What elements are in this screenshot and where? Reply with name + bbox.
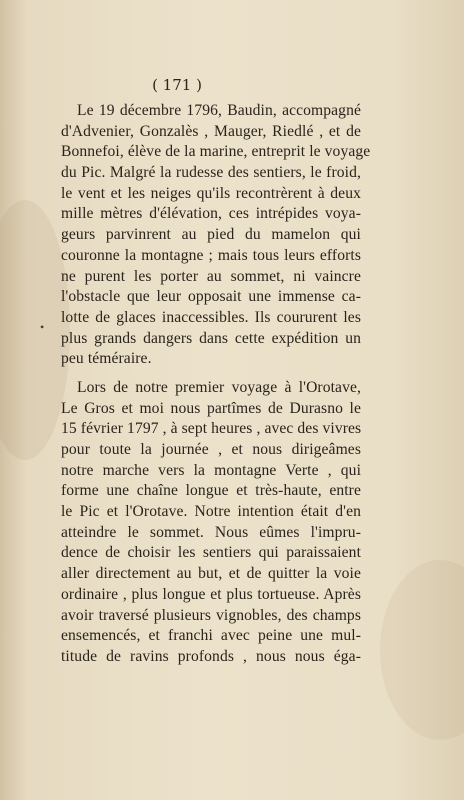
paragraph-2: [61, 378, 361, 668]
paper-stain: [380, 560, 464, 740]
text-line: le vent et les neiges qu'ils recontrèrent à deux: [61, 184, 361, 202]
text-line: Le 19 décembre 1796, Baudin, accompagné: [77, 102, 361, 119]
text-line: ordinaire , plus longue et plus tortueuse. Après: [61, 585, 361, 603]
text-line: Lors de notre premier voyage à l'Orotave,: [77, 378, 361, 396]
text-line: mille mètres d'élévation, ces intrépides voya-: [61, 205, 361, 223]
paragraph-gap: [61, 370, 361, 378]
text-line: Le Gros et moi nous partîmes de Durasno le: [61, 399, 361, 417]
text-line: ne purent les porter au sommet, ni vaincre: [61, 267, 361, 285]
text-line: du Pic. Malgré la rudesse des sentiers, le froid,: [61, 164, 361, 182]
text-line: avoir traversé plusieurs vignobles, des champs: [61, 606, 361, 624]
margin-mark: •: [40, 320, 45, 334]
text-line: l'obstacle que leur opposait une immense ca-: [61, 288, 361, 306]
text-line: 15 février 1797 , à sept heures , avec des vivres: [61, 420, 362, 438]
text-line: lotte de glaces inaccessibles. Ils coururent les: [61, 308, 361, 326]
text-line: plus grands dangers dans cette expédition un: [61, 329, 361, 347]
text-line: couronne la montagne ; mais tous leurs efforts: [61, 246, 361, 264]
text-line: pour toute la journée , et nous dirigeâmes: [61, 441, 361, 458]
text-line: peu téméraire.: [61, 350, 152, 368]
text-line: geurs parvinrent au pied du mamelon qui: [61, 226, 361, 244]
text-line: forme une chaîne longue et très-haute, entre: [61, 482, 361, 500]
text-line: ensemencés, et franchi avec peine une mul-: [61, 627, 361, 645]
text-line: atteindre le sommet. Nous eûmes l'impru-: [61, 523, 361, 541]
text-line: Bonnefoi, élève de la marine, entreprit le voyage: [61, 143, 371, 161]
paragraph-1: [61, 101, 371, 370]
text-line: d'Advenier, Gonzalès , Mauger, Riedlé , et de: [61, 122, 361, 140]
body-text: [61, 101, 371, 668]
text-line: le Pic et l'Orotave. Notre intention était d'en: [61, 503, 361, 521]
page-number: ( 171 ): [152, 76, 202, 94]
text-line: notre marche vers la montagne Verte , qui: [61, 461, 361, 479]
text-line: titude de ravins profonds , nous nous éga-: [61, 647, 361, 665]
paper-stain: [0, 200, 70, 460]
text-line: aller directement au but, et de quitter la voie: [61, 565, 361, 583]
text-line: dence de choisir les sentiers qui paraissaient: [61, 544, 361, 562]
